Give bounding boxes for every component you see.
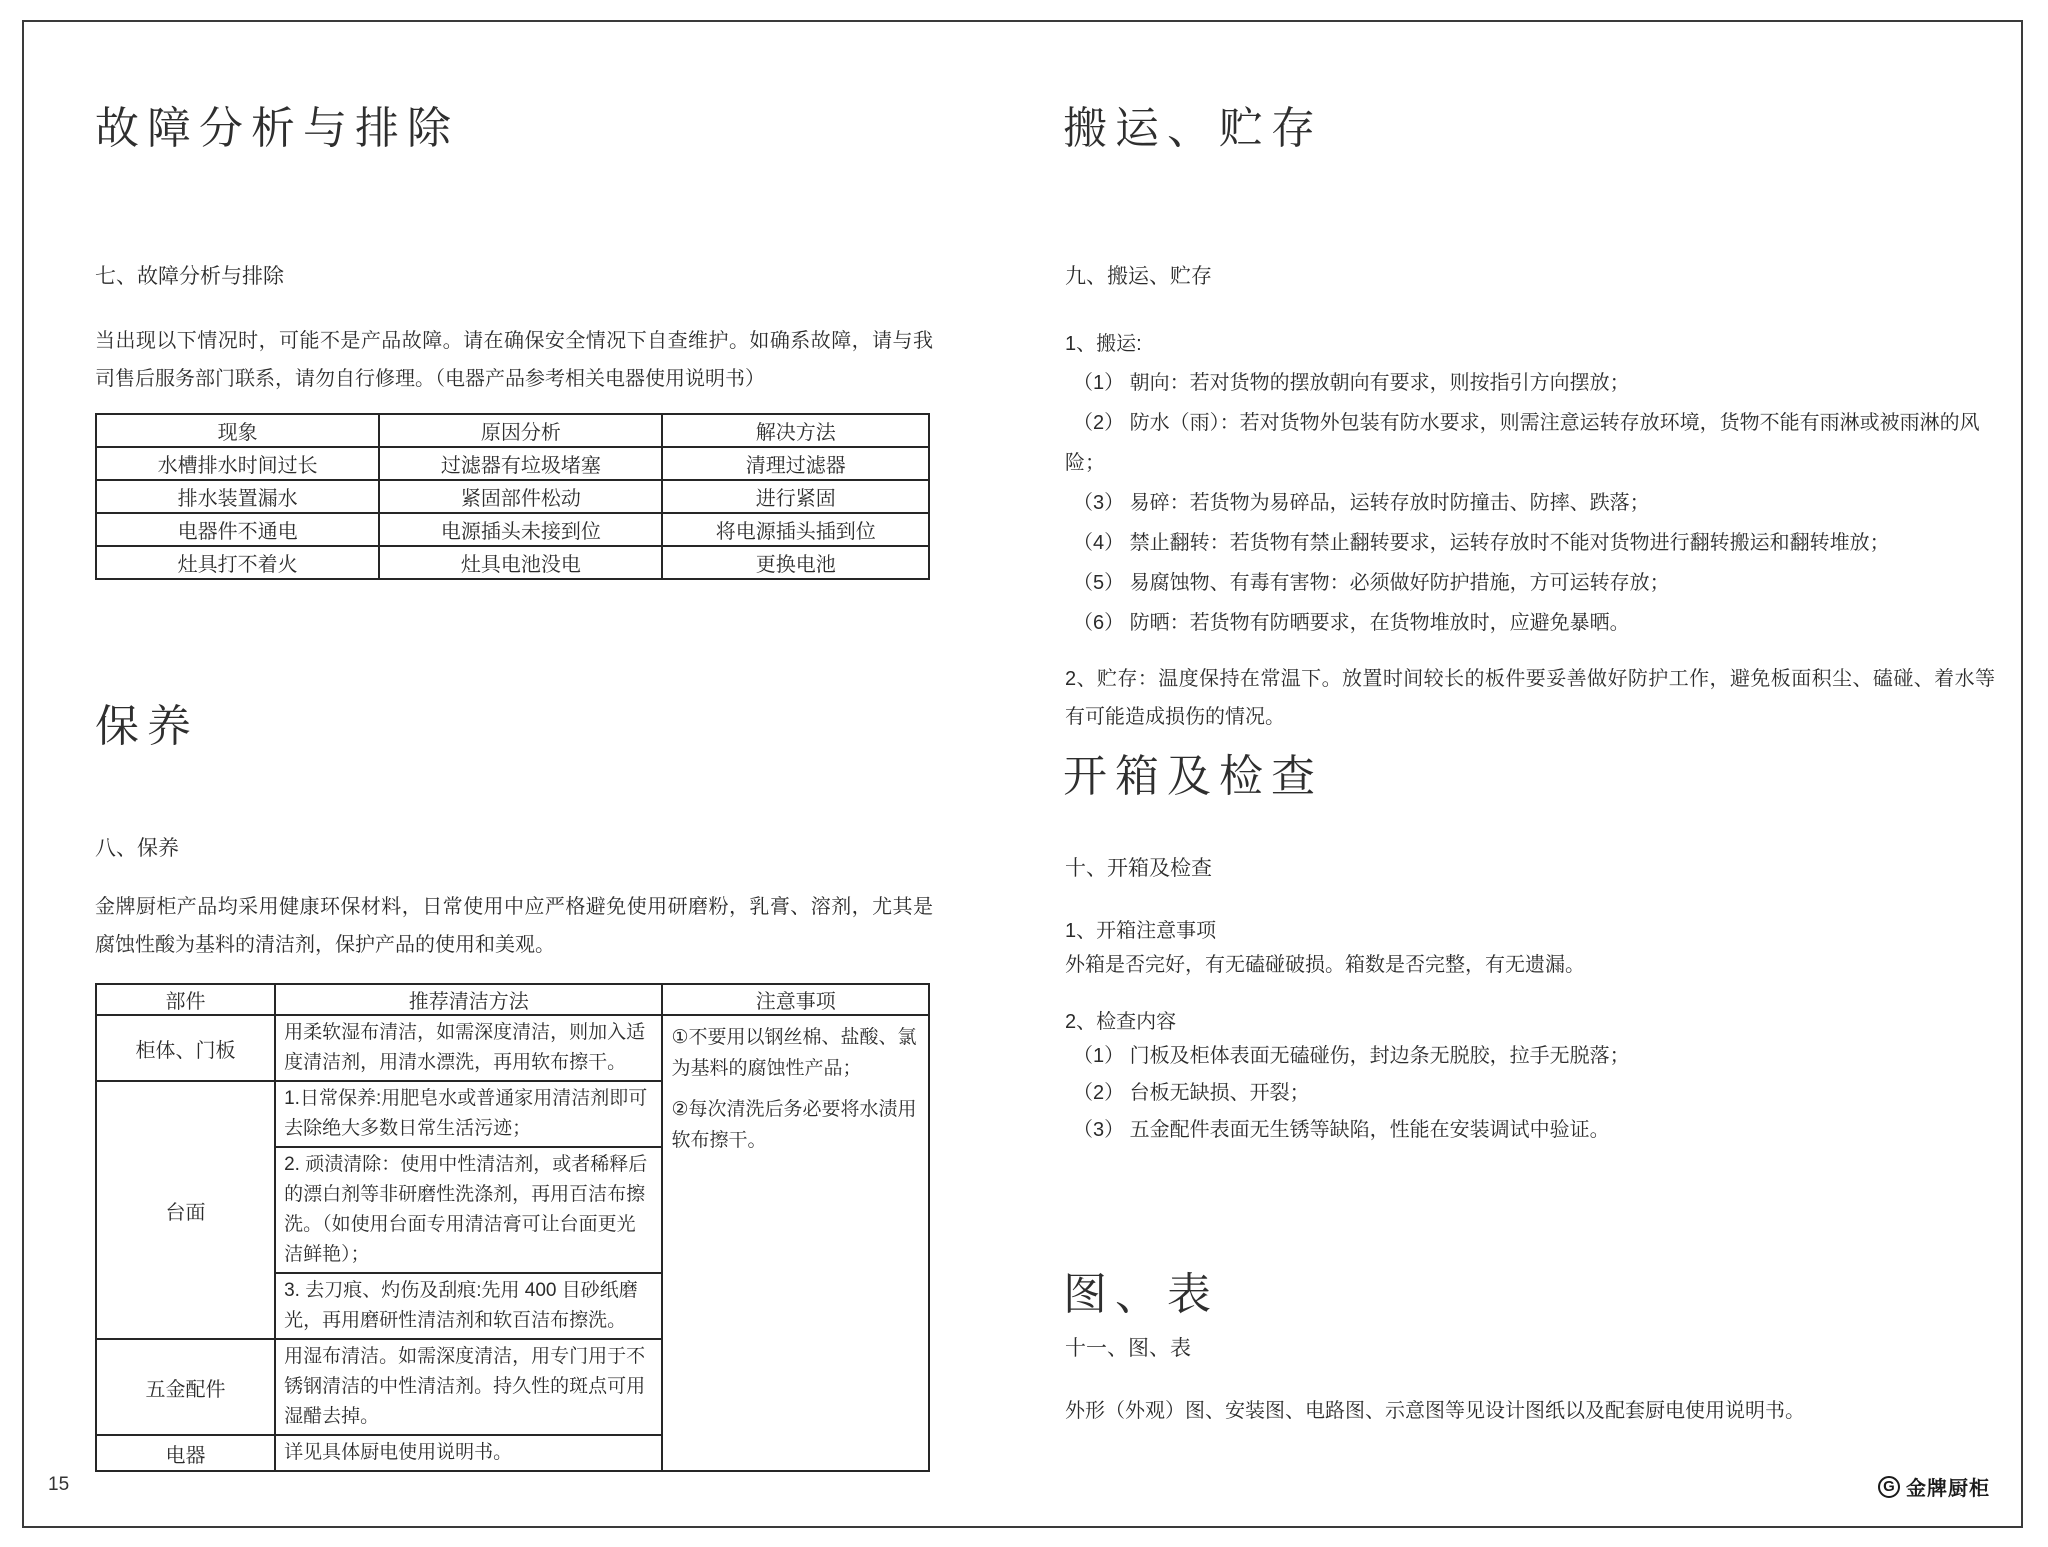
care-table: [95, 983, 930, 1472]
fault-intro-paragraph: 当出现以下情况时，可能不是产品故障。请在确保安全情况下自查维护。如确系故障，请与我司售后服务部门联系，请勿自行修理。（电器产品参考相关电器使用说明书）: [95, 330, 933, 390]
section-title-fault-analysis: 故障分析与排除: [95, 104, 459, 153]
unpack-note-text: 外箱是否完好，有无磕碰破损。箱数是否完整，有无遗漏。: [1065, 954, 1585, 976]
cell-phenomenon: 排水装置漏水: [96, 480, 379, 513]
transport-list-title: 1、搬运:: [1065, 333, 1142, 355]
table-row: [96, 513, 929, 546]
list-item: （6） 防晒：若货物有防晒要求，在货物堆放时，应避免暴晒。: [1073, 612, 1630, 634]
care-intro-paragraph: 金牌厨柜产品均采用健康环保材料，日常使用中应严格避免使用研磨粉，乳膏、溶剂，尤其是腐蚀性酸为基料的清洁剂，保护产品的使用和美观。: [95, 896, 933, 956]
column-header-notes: 注意事项: [662, 984, 929, 1015]
storage-paragraph: 2、贮存：温度保持在常温下。放置时间较长的板件要妥善做好防护工作，避免板面积尘、磕碰、着水等有可能造成损伤的情况。: [1065, 668, 1995, 728]
table-row: [96, 480, 929, 513]
list-item: （5） 易腐蚀物、有毒有害物：必须做好防护措施，方可运转存放；: [1073, 572, 1670, 594]
column-header-solution: 解决方法: [662, 414, 929, 447]
cell-solution: 更换电池: [662, 546, 929, 579]
brand-logo: [1878, 1472, 1990, 1501]
cell-cause: 灶具电池没电: [379, 546, 662, 579]
subsection-heading-fault: 七、故障分析与排除: [95, 265, 284, 288]
section-title-unpack: 开箱及检查: [1063, 752, 1323, 801]
brand-name: 金牌厨柜: [1906, 1478, 1990, 1500]
cell-solution: 清理过滤器: [662, 447, 929, 480]
table-row: [96, 1015, 929, 1081]
inspection-list: [1065, 1038, 1995, 1149]
transport-list: [1065, 363, 1995, 643]
unpack-note-title: 1、开箱注意事项: [1065, 920, 1217, 942]
list-item: （1） 朝向：若对货物的摆放朝向有要求，则按指引方向摆放；: [1073, 372, 1630, 394]
cell-solution: 将电源插头插到位: [662, 513, 929, 546]
cell-method: 2. 顽渍清除：使用中性清洁剂，或者稀释后的漂白剂等非研磨性洗涤剂，再用百洁布擦洗。（如使用台面专用清洁膏可让台面更光洁鲜艳）；: [275, 1147, 662, 1273]
cell-method: 详见具体厨电使用说明书。: [275, 1435, 662, 1471]
list-item: （1） 门板及柜体表面无磕碰伤，封边条无脱胶，拉手无脱落；: [1073, 1045, 1630, 1067]
column-header-part: 部件: [96, 984, 275, 1015]
section-title-care: 保养: [95, 702, 199, 751]
section-title-transport: 搬运、贮存: [1063, 104, 1323, 153]
cell-part-cabinet: 柜体、门板: [96, 1015, 275, 1081]
column-header-method: 推荐清洁方法: [275, 984, 662, 1015]
cell-part-hardware: 五金配件: [96, 1339, 275, 1435]
note-item: ②每次清洗后务必要将水渍用软布擦干。: [671, 1099, 917, 1151]
cell-notes: [662, 1015, 929, 1471]
cell-cause: 紧固部件松动: [379, 480, 662, 513]
figures-paragraph: 外形（外观）图、安装图、电路图、示意图等见设计图纸以及配套厨电使用说明书。: [1065, 1400, 1805, 1422]
care-table-header-row: [96, 984, 929, 1015]
section-title-figures: 图、表: [1063, 1270, 1219, 1319]
list-item: （3） 易碎：若货物为易碎品，运转存放时防撞击、防摔、跌落；: [1073, 492, 1650, 514]
cell-part-countertop: 台面: [96, 1081, 275, 1339]
fault-table: [95, 413, 930, 580]
cell-method: 用湿布清洁。如需深度清洁，用专门用于不锈钢清洁的中性清洁剂。持久性的斑点可用湿醋去掉。: [275, 1339, 662, 1435]
column-header-phenomenon: 现象: [96, 414, 379, 447]
inspection-title: 2、检查内容: [1065, 1011, 1177, 1033]
page-number: 15: [48, 1474, 70, 1495]
list-item: （2） 台板无缺损、开裂；: [1073, 1082, 1310, 1104]
cell-part-appliance: 电器: [96, 1435, 275, 1471]
note-item: ①不要用以钢丝棉、盐酸、氯为基料的腐蚀性产品；: [671, 1027, 917, 1079]
list-item: （3） 五金配件表面无生锈等缺陷，性能在安装调试中验证。: [1073, 1119, 1610, 1141]
column-header-cause: 原因分析: [379, 414, 662, 447]
cell-solution: 进行紧固: [662, 480, 929, 513]
cell-cause: 电源插头未接到位: [379, 513, 662, 546]
subsection-heading-transport: 九、搬运、贮存: [1065, 265, 1212, 288]
subsection-heading-figures: 十一、图、表: [1065, 1337, 1191, 1360]
cell-method: 1.日常保养:用肥皂水或普通家用清洁剂即可去除绝大多数日常生活污迹；: [275, 1081, 662, 1147]
list-item: （2） 防水（雨）：若对货物外包装有防水要求，则需注意运转存放环境，货物不能有雨淋或被雨淋的风险；: [1065, 412, 1980, 474]
subsection-heading-care: 八、保养: [95, 837, 179, 860]
cell-method: 用柔软湿布清洁，如需深度清洁，则加入适度清洁剂，用清水漂洗，再用软布擦干。: [275, 1015, 662, 1081]
cell-phenomenon: 水槽排水时间过长: [96, 447, 379, 480]
cell-cause: 过滤器有垃圾堵塞: [379, 447, 662, 480]
cell-phenomenon: 灶具打不着火: [96, 546, 379, 579]
brand-g-icon: G: [1878, 1476, 1900, 1498]
cell-method: 3. 去刀痕、灼伤及刮痕:先用 400 目砂纸磨光，再用磨研性清洁剂和软百洁布擦洗。: [275, 1273, 662, 1339]
subsection-heading-unpack: 十、开箱及检查: [1065, 857, 1212, 880]
table-row: [96, 546, 929, 579]
fault-table-header-row: [96, 414, 929, 447]
cell-phenomenon: 电器件不通电: [96, 513, 379, 546]
table-row: [96, 447, 929, 480]
list-item: （4） 禁止翻转：若货物有禁止翻转要求，运转存放时不能对货物进行翻转搬运和翻转堆放；: [1073, 532, 1890, 554]
